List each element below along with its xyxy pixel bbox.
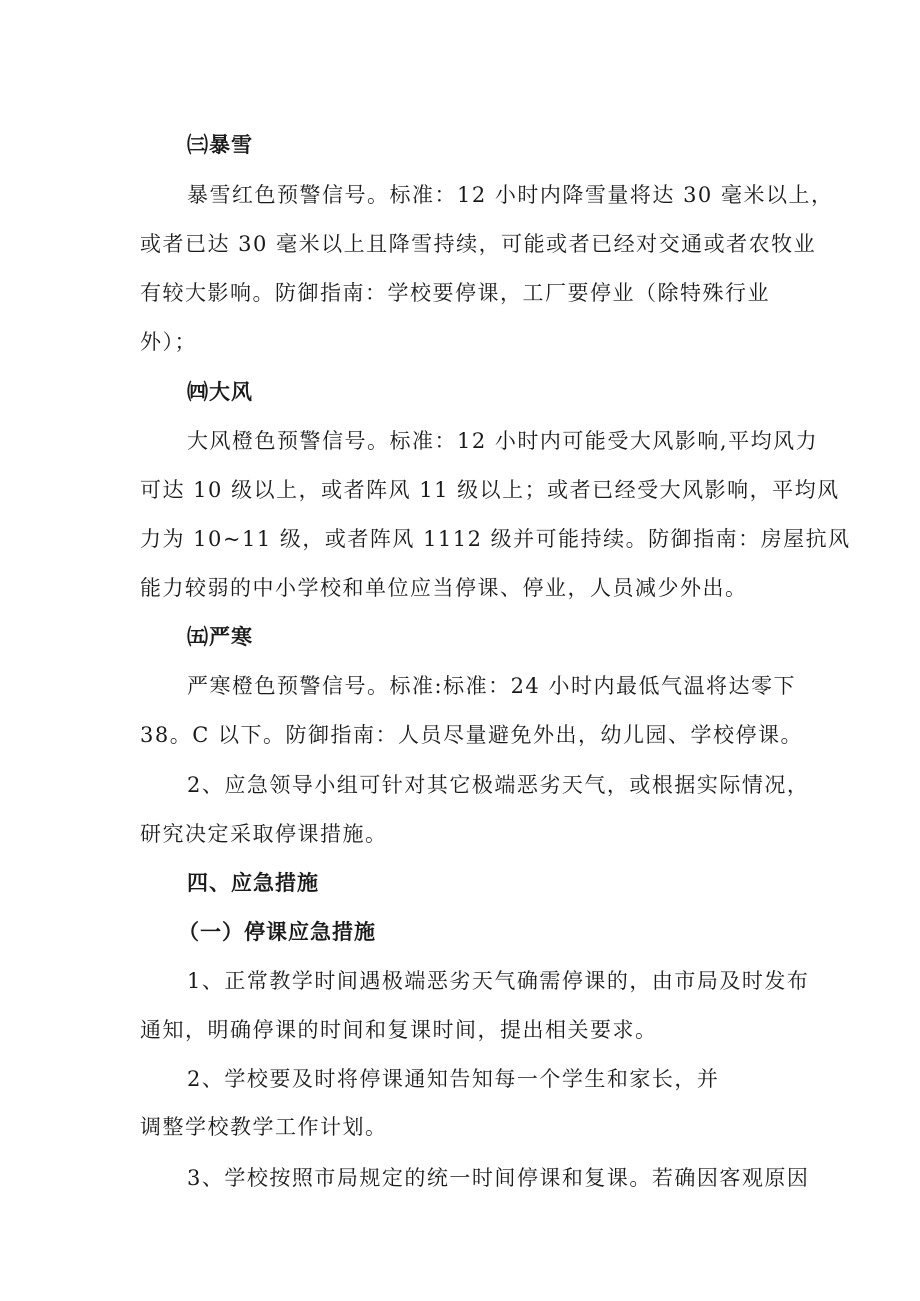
paragraph-line: 大风橙色预警信号。标准：12 小时内可能受大风影响,平均风力 (187, 429, 819, 453)
subsection-heading-class-suspension: （一）停课应急措施 (178, 920, 376, 944)
paragraph-line: 或者已达 30 毫米以上且降雪持续，可能或者已经对交通或者农牧业 (140, 232, 817, 256)
paragraph-line: 外）； (140, 330, 197, 354)
paragraph-line: 可达 10 级以上，或者阵风 11 级以上；或者已经受大风影响，平均风 (140, 478, 840, 502)
paragraph-line: 38。C 以下。防御指南：人员尽量避免外出，幼儿园、学校停课。 (140, 723, 803, 747)
paragraph-line: 1、正常教学时间遇极端恶劣天气确需停课的，由市局及时发布 (187, 969, 810, 993)
paragraph-line: 暴雪红色预警信号。标准：12 小时内降雪量将达 30 毫米以上， (187, 183, 834, 207)
paragraph-line: 力为 10~11 级，或者阵风 1112 级并可能持续。防御指南：房屋抗风 (140, 527, 851, 551)
paragraph-line: 调整学校教学工作计划。 (140, 1115, 388, 1139)
paragraph-line: 通知，明确停课的时间和复课时间，提出相关要求。 (140, 1018, 658, 1042)
section-heading-emergency-measures: 四、应急措施 (187, 871, 319, 895)
section-heading-gale: ㈣大风 (187, 380, 253, 404)
section-heading-cold: ㈤严寒 (187, 625, 253, 649)
paragraph-line: 2、应急领导小组可针对其它极端恶劣天气，或根据实际情况， (187, 773, 810, 797)
paragraph-line: 2、学校要及时将停课通知告知每一个学生和家长，并 (187, 1067, 720, 1091)
paragraph-line: 3、学校按照市局规定的统一时间停课和复课。若确因客观原因 (187, 1166, 810, 1190)
section-heading-blizzard: ㈢暴雪 (187, 133, 253, 157)
paragraph-line: 有较大影响。防御指南：学校要停课，工厂要停业（除特殊行业 (140, 281, 770, 305)
paragraph-line: 研究决定采取停课措施。 (140, 822, 388, 846)
paragraph-line: 能力较弱的中小学校和单位应当停课、停业，人员减少外出。 (140, 576, 748, 600)
paragraph-line: 严寒橙色预警信号。标准:标准：24 小时内最低气温将达零下 (187, 674, 796, 698)
